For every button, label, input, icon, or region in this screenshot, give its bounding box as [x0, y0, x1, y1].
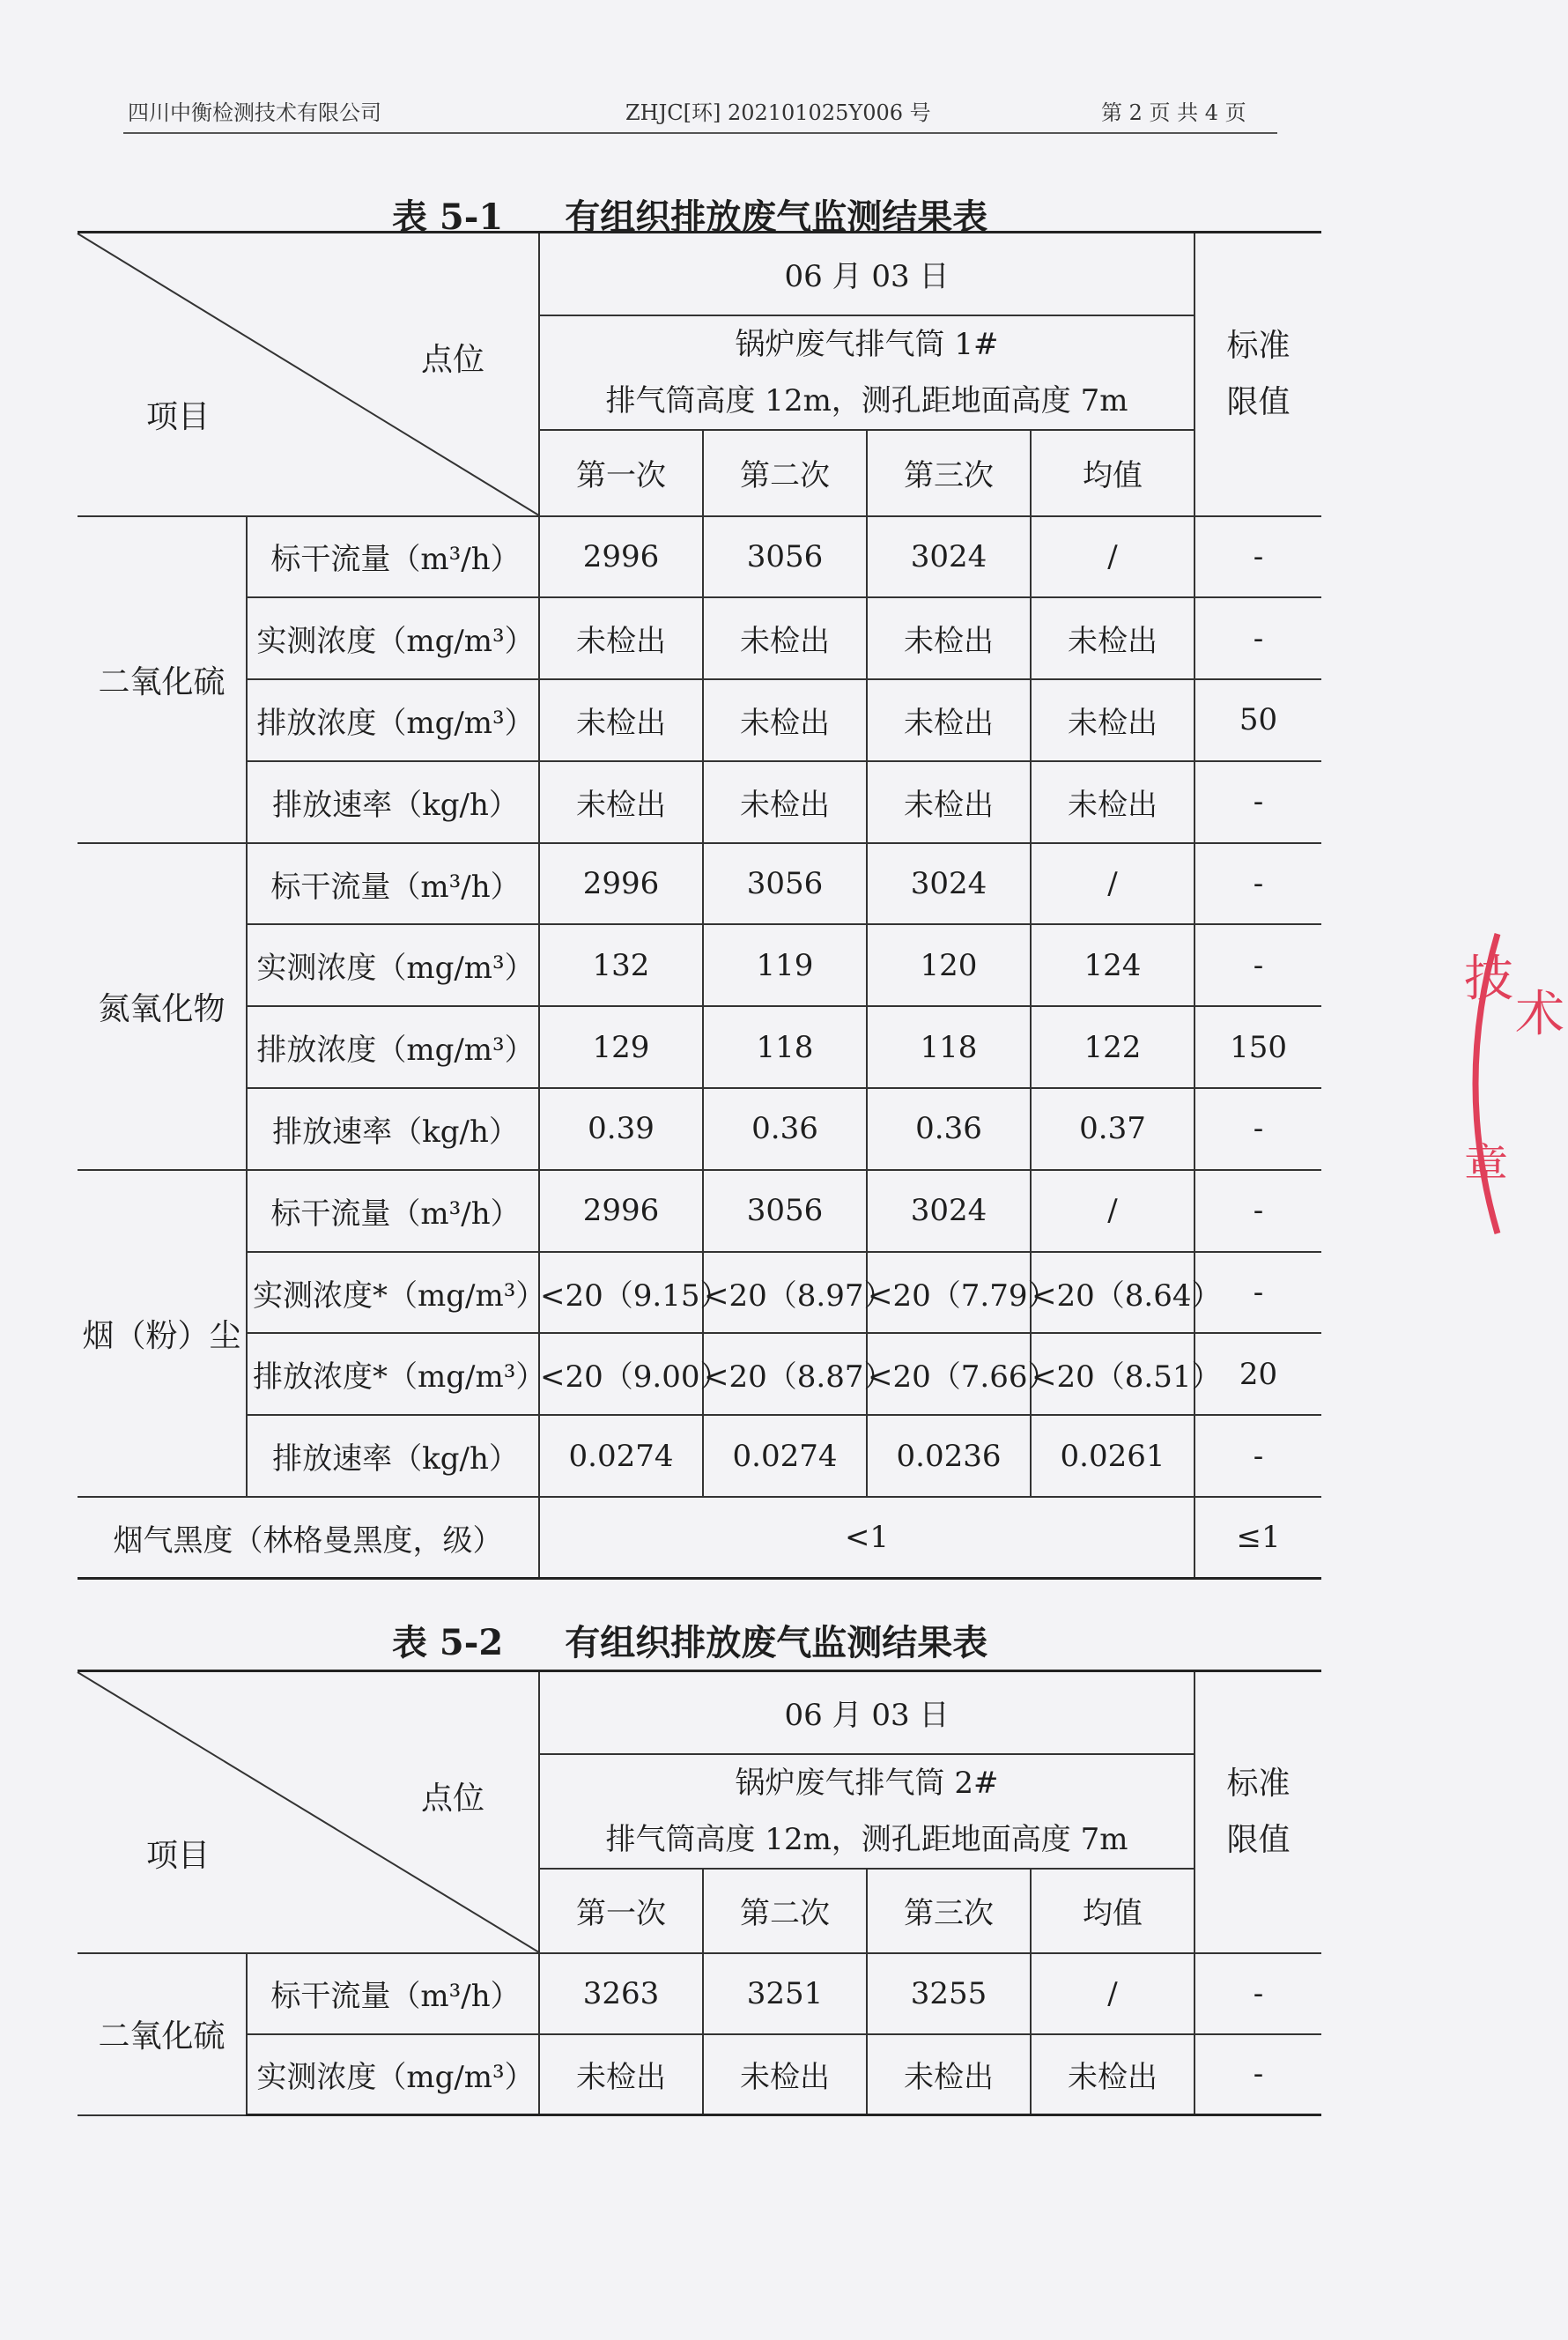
standard-limit-label: 标准限值 — [1226, 1765, 1291, 1858]
table-row — [78, 1088, 1321, 1170]
value-cell: 3251 — [703, 1953, 867, 2034]
item-name: 排放浓度*（mg/m³） — [247, 1333, 539, 1415]
std-cell: - — [1194, 1252, 1321, 1334]
value-cell: 未检出 — [703, 761, 867, 843]
std-cell: 20 — [1194, 1333, 1321, 1415]
value-cell: / — [1031, 1170, 1194, 1252]
date-cell: 06 月 03 日 — [539, 233, 1194, 315]
std-cell: - — [1194, 597, 1321, 679]
report-number: ZHJC[环] 202101025Y006 号 — [625, 100, 931, 125]
item-name: 排放速率（kg/h） — [247, 1088, 539, 1170]
value-cell: 未检出 — [539, 679, 703, 761]
value-cell: 2996 — [539, 516, 703, 598]
run-header: 均值 — [1031, 430, 1194, 516]
run-header: 第三次 — [867, 430, 1031, 516]
value-cell: 3056 — [703, 843, 867, 925]
value-cell: 118 — [867, 1006, 1031, 1088]
blackness-row — [78, 1497, 1321, 1579]
table-row — [78, 1170, 1321, 1252]
value-cell: 3255 — [867, 1953, 1031, 2034]
standard-limit-header — [1194, 1671, 1321, 1953]
value-cell: 3024 — [867, 843, 1031, 925]
std-cell: - — [1194, 1170, 1321, 1252]
value-cell: 3024 — [867, 1170, 1031, 1252]
item-name: 实测浓度（mg/m³） — [247, 597, 539, 679]
value-cell: 未检出 — [539, 761, 703, 843]
table-row — [78, 1333, 1321, 1415]
table-row — [78, 597, 1321, 679]
table2-title — [392, 1615, 987, 1665]
value-cell: 0.0261 — [1031, 1415, 1194, 1497]
diagonal-header-cell — [78, 233, 539, 516]
value-cell: 120 — [867, 924, 1031, 1006]
item-name: 排放速率（kg/h） — [247, 1415, 539, 1497]
value-cell: / — [1031, 843, 1194, 925]
value-cell: 未检出 — [867, 2034, 1031, 2115]
item-label: 项目 — [146, 1838, 211, 1874]
diagonal-header-cell — [78, 1671, 539, 1953]
value-cell: <20（8.97） — [703, 1252, 867, 1334]
location-name: 锅炉废气排气筒 1# — [735, 326, 999, 362]
svg-text:术: 术 — [1515, 986, 1564, 1043]
value-cell: 未检出 — [1031, 761, 1194, 843]
item-name: 实测浓度*（mg/m³） — [247, 1252, 539, 1334]
value-cell: <20（7.66） — [867, 1333, 1031, 1415]
item-name: 标干流量（m³/h） — [247, 516, 539, 598]
table-row — [78, 924, 1321, 1006]
value-cell: 2996 — [539, 843, 703, 925]
table1-title-text: 有组织排放废气监测结果表 — [565, 196, 988, 238]
value-cell: 未检出 — [867, 761, 1031, 843]
location-cell — [539, 1754, 1194, 1869]
item-name: 实测浓度（mg/m³） — [247, 924, 539, 1006]
value-cell: <20（8.64） — [1031, 1252, 1194, 1334]
value-cell: 未检出 — [539, 2034, 703, 2115]
blackness-item: 烟气黑度（林格曼黑度，级） — [78, 1497, 539, 1579]
value-cell: 132 — [539, 924, 703, 1006]
item-name: 排放速率（kg/h） — [247, 761, 539, 843]
table2-title-text: 有组织排放废气监测结果表 — [565, 1622, 988, 1663]
standard-limit-header — [1194, 233, 1321, 516]
run-header: 第二次 — [703, 1869, 867, 1953]
value-cell: 未检出 — [1031, 679, 1194, 761]
location-detail: 排气筒高度 12m，测孔距地面高度 7m — [605, 382, 1128, 418]
page-number: 第 2 页 共 4 页 — [1101, 100, 1246, 125]
date-cell: 06 月 03 日 — [539, 1671, 1194, 1754]
run-header: 第二次 — [703, 430, 867, 516]
value-cell: 未检出 — [703, 597, 867, 679]
run-header: 第一次 — [539, 430, 703, 516]
value-cell: 0.0236 — [867, 1415, 1031, 1497]
run-header: 第三次 — [867, 1869, 1031, 1953]
value-cell: <20（8.87） — [703, 1333, 867, 1415]
item-name: 标干流量（m³/h） — [247, 843, 539, 925]
table-row — [78, 1006, 1321, 1088]
item-name: 排放浓度（mg/m³） — [247, 679, 539, 761]
table-row — [78, 843, 1321, 925]
table1-number: 表 5-1 — [392, 196, 504, 238]
value-cell: <20（9.15） — [539, 1252, 703, 1334]
value-cell: / — [1031, 516, 1194, 598]
value-cell: <20（7.79） — [867, 1252, 1031, 1334]
pollutant-name: 二氧化硫 — [78, 516, 247, 843]
point-label: 点位 — [421, 1781, 485, 1817]
table-row — [78, 1415, 1321, 1497]
location-detail: 排气筒高度 12m，测孔距地面高度 7m — [605, 1821, 1128, 1857]
table-row — [78, 761, 1321, 843]
location-cell — [539, 315, 1194, 430]
std-cell: - — [1194, 1088, 1321, 1170]
location-name: 锅炉废气排气筒 2# — [735, 1765, 999, 1801]
value-cell: 122 — [1031, 1006, 1194, 1088]
svg-text:技: 技 — [1464, 951, 1513, 1008]
table-row — [78, 2034, 1321, 2115]
std-cell: - — [1194, 1953, 1321, 2034]
value-cell: / — [1031, 1953, 1194, 2034]
svg-text:章: 章 — [1464, 1140, 1508, 1191]
std-cell: - — [1194, 843, 1321, 925]
value-cell: 未检出 — [539, 597, 703, 679]
value-cell: 3056 — [703, 1170, 867, 1252]
std-cell: - — [1194, 2034, 1321, 2115]
value-cell: 119 — [703, 924, 867, 1006]
point-label: 点位 — [421, 342, 485, 378]
pollutant-name: 烟（粉）尘 — [78, 1170, 247, 1497]
value-cell: 未检出 — [867, 597, 1031, 679]
pollutant-name: 二氧化硫 — [78, 1953, 247, 2115]
header-rule — [123, 132, 1277, 134]
value-cell: 3056 — [703, 516, 867, 598]
value-cell: 未检出 — [703, 2034, 867, 2115]
run-header: 均值 — [1031, 1869, 1194, 1953]
results-table-1 — [78, 231, 1321, 1580]
value-cell: 0.39 — [539, 1088, 703, 1170]
value-cell: 0.0274 — [703, 1415, 867, 1497]
value-cell: 3263 — [539, 1953, 703, 2034]
blackness-std: ≤1 — [1194, 1497, 1321, 1579]
table-row — [78, 516, 1321, 598]
value-cell: 0.37 — [1031, 1088, 1194, 1170]
std-cell: 150 — [1194, 1006, 1321, 1088]
std-cell: 50 — [1194, 679, 1321, 761]
table-row — [78, 679, 1321, 761]
value-cell: <20（8.51） — [1031, 1333, 1194, 1415]
standard-limit-label: 标准限值 — [1226, 327, 1291, 420]
value-cell: <20（9.00） — [539, 1333, 703, 1415]
table-row — [78, 1953, 1321, 2034]
value-cell: 0.0274 — [539, 1415, 703, 1497]
company-name: 四川中衡检测技术有限公司 — [128, 100, 381, 125]
value-cell: 3024 — [867, 516, 1031, 598]
value-cell: 0.36 — [867, 1088, 1031, 1170]
value-cell: 118 — [703, 1006, 867, 1088]
table2-number: 表 5-2 — [392, 1622, 504, 1663]
value-cell: 124 — [1031, 924, 1194, 1006]
table-row — [78, 1252, 1321, 1334]
std-cell: - — [1194, 761, 1321, 843]
value-cell: 129 — [539, 1006, 703, 1088]
value-cell: 0.36 — [703, 1088, 867, 1170]
item-label: 项目 — [146, 399, 211, 435]
run-header: 第一次 — [539, 1869, 703, 1953]
value-cell: 未检出 — [1031, 597, 1194, 679]
value-cell: 未检出 — [867, 679, 1031, 761]
blackness-value: <1 — [539, 1497, 1194, 1579]
item-name: 标干流量（m³/h） — [247, 1170, 539, 1252]
item-name: 实测浓度（mg/m³） — [247, 2034, 539, 2115]
value-cell: 2996 — [539, 1170, 703, 1252]
std-cell: - — [1194, 516, 1321, 598]
item-name: 标干流量（m³/h） — [247, 1953, 539, 2034]
value-cell: 未检出 — [703, 679, 867, 761]
std-cell: - — [1194, 1415, 1321, 1497]
std-cell: - — [1194, 924, 1321, 1006]
value-cell: 未检出 — [1031, 2034, 1194, 2115]
pollutant-name: 氮氧化物 — [78, 843, 247, 1170]
item-name: 排放浓度（mg/m³） — [247, 1006, 539, 1088]
seal-stamp — [1445, 916, 1568, 1251]
results-table-2 — [78, 1670, 1321, 2116]
